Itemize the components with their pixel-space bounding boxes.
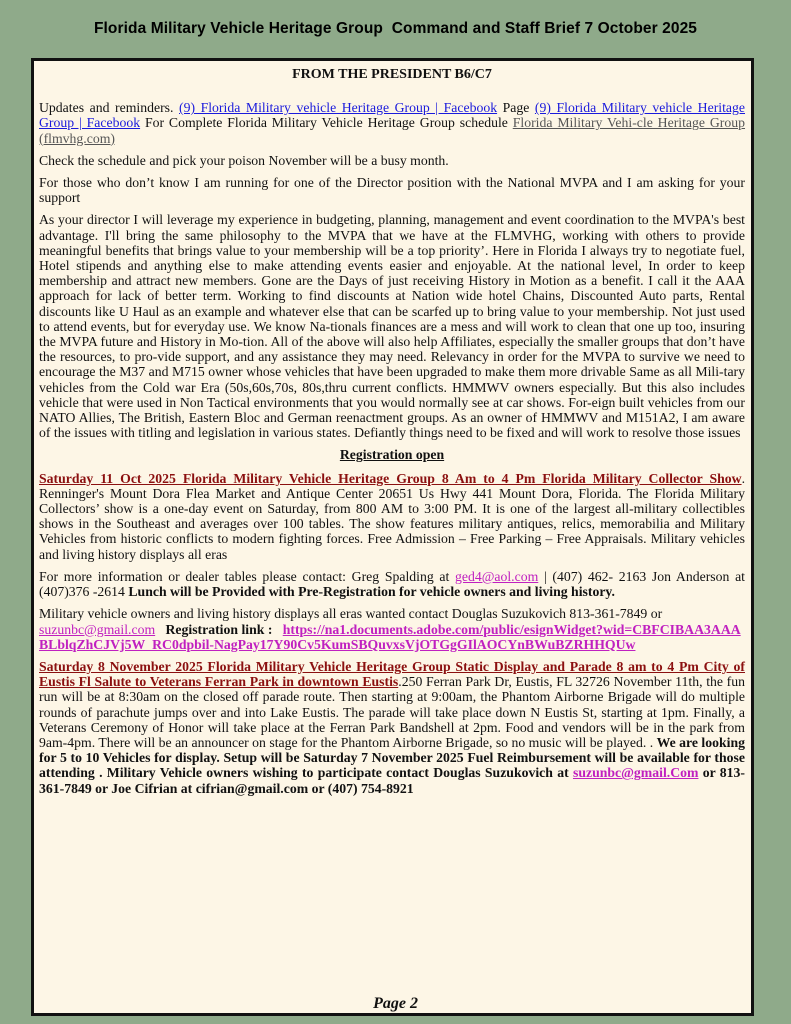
updates-text: Updates and reminders. <box>39 100 179 116</box>
event2-contacts: or 813-361-7849 or Joe Cifrian at cifrian@gmail.com or (407) 754-8921 <box>39 765 745 796</box>
lunch-note: Lunch will be Provided with Pre-Registration for vehicle owners and living history. <box>128 584 615 600</box>
facebook-page-link[interactable]: (9) Florida Military vehicle Heritage Group | Facebook <box>39 100 745 131</box>
event1-paragraph <box>39 471 745 562</box>
event1-title: Saturday 11 Oct 2025 Florida Military Vehicle Heritage Group 8 Am to 4 Pm Florida Military Collector Show <box>39 470 742 486</box>
facebook-link[interactable]: (9) Florida Military vehicle Heritage Group | Facebook <box>179 100 498 116</box>
section-title: FROM THE PRESIDENT B6/C7 <box>292 67 492 82</box>
event2-title: Saturday 8 November 2025 Florida Military Vehicle Heritage Group Static Display and Parade 8 am to 4 Pm City of Eustis Fl Salute to Veterans Ferran Park in downtown Eustis <box>39 658 745 690</box>
info-text: For more information or dealer tables please contact: Greg Spalding at <box>39 568 455 584</box>
content-panel <box>31 58 754 1016</box>
event2-paragraph <box>39 659 745 796</box>
douglas-email-link[interactable]: suzunbc@gmail.com <box>39 621 156 637</box>
updates-page-text: Page <box>497 100 535 116</box>
website-link[interactable]: Florida Military Vehi-cle Heritage Group (flmvhg.com) <box>39 115 746 146</box>
suzunbc-email-link[interactable]: suzunbc@gmail.Com <box>572 765 699 781</box>
info-paragraph <box>39 569 745 599</box>
director-paragraph: As your director I will leverage my experience in budgeting, planning, management and event coordination to the MVPA's best advantage. I'll bring the same philosophy to the MVPA that we have at the FLMVHG, working with others to provide meaningful benefits that brings value to your membership will be a top priority’. Here in Florida I always try to negotiate fuel, Hotel stipends and anything else to make attending events easier and enjoyable. At the national level, In order to keep membership and attract new members. Gone are the Days of just receiving History in Motion as a benefit. I call it the AAA approach for lack of better term. Working to find discounts at Nation wide hotel Chains, Discounted Auto parts, Rental discounts like U Haul as an example and whatever else that can be scarfed up to bring value to your membership. Not just used to attend events, but for everyday use. We know Na-tionals finances are a mess and will work to clean that one up too, insuring the MVPA future and History in Mo-tion. All of the above will also help Affiliates, especially the smaller groups that don’t have the resources, to pro-vide support, and any assistance they may need. Relevancy in order for the MVPA to survive we need to encourage the M37 and M715 owner whose vehicles that have been upgraded to make them more drivable Same as all Mili-tary vehicles from the Cold war Era (50s,60s,70s, 80s,thru current conflicts. HMMWV owners especially. But this also includes vehicle that were used in Non Tactical environments that you would normally see at car shows. For-eign built vehicles from our NATO Allies, The British, Eastern Bloc and German reenactment groups. As an owner of HMMWV and M151A2, I am aware of the issues with titling and legislation in various states. Defiantly things need to be fixed and will work to resolve those issues <box>39 212 745 441</box>
registration-link[interactable]: https://na1.documents.adobe.com/public/esignWidget?wid=CBFCIBAA3AAABLblqZhCJVj5W_RC0dpbil-NagPay17Y90Cv5KumSBQuvxsVjOTGgGIlAOCYnBWuBZRHHQUw <box>39 621 741 652</box>
info-phones: | (407) 462- 2163 Jon Anderson at (407)376 -2614 <box>39 568 745 600</box>
registration-link-label: Registration link : <box>155 621 283 637</box>
greg-email-link[interactable]: ged4@aol.com <box>454 568 539 584</box>
updates-paragraph <box>39 100 745 146</box>
wanted-text: Military vehicle owners and living history displays all eras wanted contact Douglas Suzukovich 813-361-7849 or <box>39 606 663 622</box>
event2-body: .250 Ferran Park Dr, Eustis, FL 32726 November 11th, the fun run will be at 8:30am on the closed off parade route. Then starting at 9:00am, the Phantom Airborne Brigade will do multiple rounds of parachute jumps over and into Lake Eustis. The parade will take place down N Eustis St, starting at 1pm. Finally, a Veterans Ceremony of Honor will take place at the Ferran Park Bandshell at 2pm. Food and vendors will be in the park from 9am-4pm. There will be an announcer on stage for the Phantom Airborne Brigade, so no music will be played. . <box>39 674 745 750</box>
schedule-text: For Complete Florida Military Vehicle Heritage Group schedule <box>140 115 513 131</box>
schedule-paragraph: Check the schedule and pick your poison November will be a busy month. <box>39 152 449 168</box>
running-paragraph: For those who don’t know I am running for one of the Director position with the National MVPA and I am asking for your support <box>39 175 745 206</box>
registration-heading: Registration open <box>339 447 445 463</box>
event2-display-note: We are looking for 5 to 10 Vehicles for display. Setup will be Saturday 7 November 2025 Fuel Reimbursement will be available for those attending . Military Vehicle owners wishing to participate contact Douglas Suzukovich at <box>39 734 745 781</box>
page-header: Florida Military Vehicle Heritage Group Command and Staff Brief 7 October 2025 <box>93 20 698 37</box>
page-number: Page 2 <box>373 995 418 1012</box>
event1-body: . Renninger's Mount Dora Flea Market and Antique Center 20651 Us Hwy 441 Mount Dora, Florida. The Florida Military Collectors’ show is a one-day event on Saturday, from 800 AM to 3:00 PM. It is one of the largest all-military collectibles shows in the Southeast and averages over 100 tables. The show features military antiques, relics, memorabilia and Military Vehicles from historic conflicts to modern fighting forces. Free Admission – Free Parking – Free Appraisals. Military vehicles and living history displays all eras <box>39 470 745 562</box>
wanted-paragraph <box>39 606 745 652</box>
